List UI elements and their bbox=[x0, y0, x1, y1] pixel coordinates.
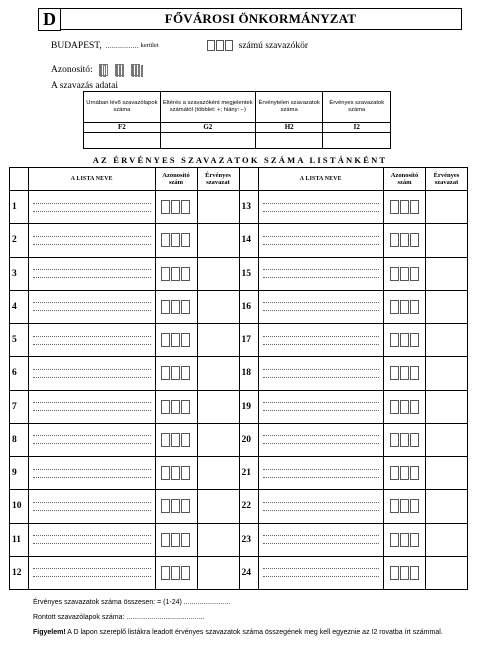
list-name-field[interactable] bbox=[28, 457, 155, 489]
row-number: 5 bbox=[12, 335, 17, 346]
header-number bbox=[10, 168, 28, 190]
valid-vote-field[interactable] bbox=[197, 557, 239, 589]
list-name-field[interactable] bbox=[28, 424, 155, 456]
valid-vote-field[interactable] bbox=[425, 224, 467, 256]
table-row bbox=[240, 489, 468, 522]
list-name-field[interactable] bbox=[258, 524, 384, 556]
table-row bbox=[10, 456, 239, 489]
row-number: 15 bbox=[241, 268, 251, 279]
list-name-field[interactable] bbox=[28, 258, 155, 290]
list-name-field[interactable] bbox=[28, 557, 155, 589]
header-valid-vote: Érvényes szavazat bbox=[425, 168, 467, 190]
form-letter-box bbox=[38, 8, 61, 31]
list-name-field[interactable] bbox=[28, 490, 155, 522]
id-number-boxes[interactable] bbox=[155, 291, 197, 323]
attention-note bbox=[33, 628, 453, 638]
id-number-boxes[interactable] bbox=[155, 424, 197, 456]
table-header-row bbox=[10, 168, 239, 190]
row-number: 6 bbox=[12, 368, 17, 379]
row-number: 13 bbox=[241, 202, 251, 213]
valid-vote-field[interactable] bbox=[197, 258, 239, 290]
list-name-field[interactable] bbox=[258, 424, 384, 456]
id-number-boxes[interactable] bbox=[155, 191, 197, 223]
table-row bbox=[240, 290, 468, 323]
form-letter: D bbox=[43, 9, 56, 29]
list-name-field[interactable] bbox=[258, 291, 384, 323]
city-label: BUDAPEST, bbox=[51, 40, 102, 51]
polling-station-label: számú szavazókör bbox=[238, 40, 308, 51]
value-i2[interactable] bbox=[323, 132, 391, 148]
header-invalid-votes: Érvénytelen szavazatok száma bbox=[255, 92, 323, 123]
table-row bbox=[10, 223, 239, 256]
row-number: 8 bbox=[12, 434, 17, 445]
header-difference: Eltérés a szavazóként megjelentek számától (többlet: +; hiány: –) bbox=[160, 92, 255, 123]
summary-table bbox=[83, 91, 391, 149]
row-number: 19 bbox=[241, 401, 251, 412]
valid-vote-field[interactable] bbox=[197, 191, 239, 223]
row-number: 21 bbox=[241, 468, 251, 479]
row-number: 18 bbox=[241, 368, 251, 379]
table-row bbox=[10, 390, 239, 423]
id-number-boxes[interactable] bbox=[383, 324, 425, 356]
list-name-field[interactable] bbox=[258, 258, 384, 290]
valid-vote-field[interactable] bbox=[197, 391, 239, 423]
list-name-field[interactable] bbox=[258, 357, 384, 389]
row-number: 23 bbox=[241, 534, 251, 545]
identifier-label: Azonosító: bbox=[51, 65, 93, 75]
row-number: 12 bbox=[12, 567, 22, 578]
list-column-right bbox=[239, 168, 468, 589]
value-f2[interactable] bbox=[84, 132, 161, 148]
id-number-boxes[interactable] bbox=[383, 391, 425, 423]
valid-vote-field[interactable] bbox=[425, 291, 467, 323]
valid-vote-field[interactable] bbox=[197, 224, 239, 256]
list-votes-table bbox=[9, 167, 468, 590]
header-ballots-in-urn: Urnában lévő szavazólapok száma bbox=[84, 92, 161, 123]
row-number: 20 bbox=[241, 434, 251, 445]
table-row bbox=[240, 523, 468, 556]
list-name-field[interactable] bbox=[28, 324, 155, 356]
row-number: 24 bbox=[241, 567, 251, 578]
table-row bbox=[10, 257, 239, 290]
polling-station-number-boxes[interactable] bbox=[207, 40, 234, 51]
table-row bbox=[240, 190, 468, 223]
valid-vote-field[interactable] bbox=[425, 391, 467, 423]
table-row bbox=[10, 323, 239, 356]
row-number: 17 bbox=[241, 335, 251, 346]
header-id-number: Azonosító szám bbox=[155, 168, 197, 190]
id-number-boxes[interactable] bbox=[155, 557, 197, 589]
code-i2: I2 bbox=[323, 123, 391, 133]
table-row bbox=[10, 190, 239, 223]
valid-vote-field[interactable] bbox=[425, 424, 467, 456]
valid-vote-field[interactable] bbox=[425, 524, 467, 556]
valid-vote-field[interactable] bbox=[425, 191, 467, 223]
header-valid-vote: Érvényes szavazat bbox=[197, 168, 239, 190]
table-row bbox=[240, 356, 468, 389]
list-section-title: AZ ÉRVÉNYES SZAVAZATOK SZÁMA LISTÁNKÉNT bbox=[92, 155, 388, 165]
table-row bbox=[240, 556, 468, 589]
id-number-boxes[interactable] bbox=[383, 490, 425, 522]
list-name-field[interactable] bbox=[258, 557, 384, 589]
row-number: 11 bbox=[12, 534, 21, 545]
id-number-boxes[interactable] bbox=[155, 391, 197, 423]
total-valid-votes-line[interactable]: Érvényes szavazatok száma összesen: = (1-24) ........................ bbox=[33, 599, 231, 606]
row-number: 16 bbox=[241, 301, 251, 312]
row-number: 9 bbox=[12, 468, 17, 479]
list-name-field[interactable] bbox=[258, 490, 384, 522]
id-number-boxes[interactable] bbox=[383, 291, 425, 323]
list-name-field[interactable] bbox=[28, 191, 155, 223]
row-number: 10 bbox=[12, 501, 22, 512]
district-label: kerület bbox=[140, 42, 159, 49]
valid-vote-field[interactable] bbox=[425, 357, 467, 389]
valid-vote-field[interactable] bbox=[197, 524, 239, 556]
valid-vote-field[interactable] bbox=[197, 324, 239, 356]
table-header-row bbox=[240, 168, 468, 190]
header-valid-votes: Érvényes szavazatok száma bbox=[323, 92, 391, 123]
id-number-boxes[interactable] bbox=[383, 224, 425, 256]
table-row bbox=[240, 323, 468, 356]
valid-vote-field[interactable] bbox=[425, 490, 467, 522]
row-number: 3 bbox=[12, 268, 17, 279]
list-name-field[interactable] bbox=[258, 391, 384, 423]
list-name-field[interactable] bbox=[258, 457, 384, 489]
code-h2: H2 bbox=[255, 123, 323, 133]
valid-vote-field[interactable] bbox=[425, 324, 467, 356]
id-number-boxes[interactable] bbox=[383, 424, 425, 456]
id-number-boxes[interactable] bbox=[383, 524, 425, 556]
id-number-boxes[interactable] bbox=[383, 258, 425, 290]
valid-vote-field[interactable] bbox=[197, 424, 239, 456]
attention-label: Figyelem! bbox=[33, 629, 66, 636]
valid-vote-field[interactable] bbox=[425, 557, 467, 589]
code-g2: G2 bbox=[160, 123, 255, 133]
valid-vote-field[interactable] bbox=[197, 357, 239, 389]
id-number-boxes[interactable] bbox=[155, 457, 197, 489]
table-row bbox=[240, 390, 468, 423]
list-name-field[interactable] bbox=[28, 291, 155, 323]
header-list-name: A LISTA NEVE bbox=[258, 168, 384, 190]
header-list-name: A LISTA NEVE bbox=[28, 168, 155, 190]
valid-vote-field[interactable] bbox=[197, 291, 239, 323]
code-f2: F2 bbox=[84, 123, 161, 133]
identifier-line bbox=[51, 64, 147, 76]
identifier-boxes[interactable] bbox=[99, 64, 147, 76]
row-number: 4 bbox=[12, 301, 17, 312]
id-number-boxes[interactable] bbox=[155, 224, 197, 256]
table-row bbox=[10, 489, 239, 522]
header-id-number: Azonosító szám bbox=[383, 168, 425, 190]
table-row bbox=[240, 423, 468, 456]
id-number-boxes[interactable] bbox=[155, 490, 197, 522]
district-field[interactable]: ................ bbox=[105, 41, 139, 50]
valid-vote-field[interactable] bbox=[425, 258, 467, 290]
value-h2[interactable] bbox=[255, 132, 323, 148]
id-number-boxes[interactable] bbox=[383, 457, 425, 489]
table-row bbox=[240, 456, 468, 489]
id-number-boxes[interactable] bbox=[155, 357, 197, 389]
table-row bbox=[10, 556, 239, 589]
list-name-field[interactable] bbox=[28, 357, 155, 389]
list-name-field[interactable] bbox=[28, 224, 155, 256]
table-row bbox=[240, 223, 468, 256]
list-name-field[interactable] bbox=[258, 224, 384, 256]
row-number: 1 bbox=[12, 202, 17, 213]
id-number-boxes[interactable] bbox=[155, 524, 197, 556]
header-number bbox=[240, 168, 258, 190]
row-number: 7 bbox=[12, 401, 17, 412]
id-number-boxes[interactable] bbox=[383, 191, 425, 223]
attention-text: A D lapon szereplő listákra leadott érvényes szavazatok száma összegének meg kell egyeznie az I2 rovatba írt számmal. bbox=[65, 629, 443, 636]
value-g2[interactable] bbox=[160, 132, 255, 148]
spoiled-ballots-line[interactable]: Rontott szavazólapok száma: ........................................ bbox=[33, 614, 205, 621]
table-row bbox=[240, 257, 468, 290]
section-label: A szavazás adatai bbox=[51, 81, 118, 91]
table-row bbox=[10, 523, 239, 556]
list-name-field[interactable] bbox=[28, 524, 155, 556]
list-name-field[interactable] bbox=[258, 324, 384, 356]
row-number: 22 bbox=[241, 501, 251, 512]
list-name-field[interactable] bbox=[258, 191, 384, 223]
valid-vote-field[interactable] bbox=[197, 457, 239, 489]
table-row bbox=[10, 356, 239, 389]
valid-vote-field[interactable] bbox=[197, 490, 239, 522]
id-number-boxes[interactable] bbox=[155, 258, 197, 290]
id-number-boxes[interactable] bbox=[383, 557, 425, 589]
id-number-boxes[interactable] bbox=[155, 324, 197, 356]
table-row bbox=[10, 290, 239, 323]
row-number: 2 bbox=[12, 235, 17, 246]
row-number: 14 bbox=[241, 235, 251, 246]
list-name-field[interactable] bbox=[28, 391, 155, 423]
district-line bbox=[51, 40, 308, 51]
id-number-boxes[interactable] bbox=[383, 357, 425, 389]
table-row bbox=[10, 423, 239, 456]
form-title: FŐVÁROSI ÖNKORMÁNYZAT bbox=[60, 8, 462, 30]
list-column-left bbox=[10, 168, 239, 589]
valid-vote-field[interactable] bbox=[425, 457, 467, 489]
